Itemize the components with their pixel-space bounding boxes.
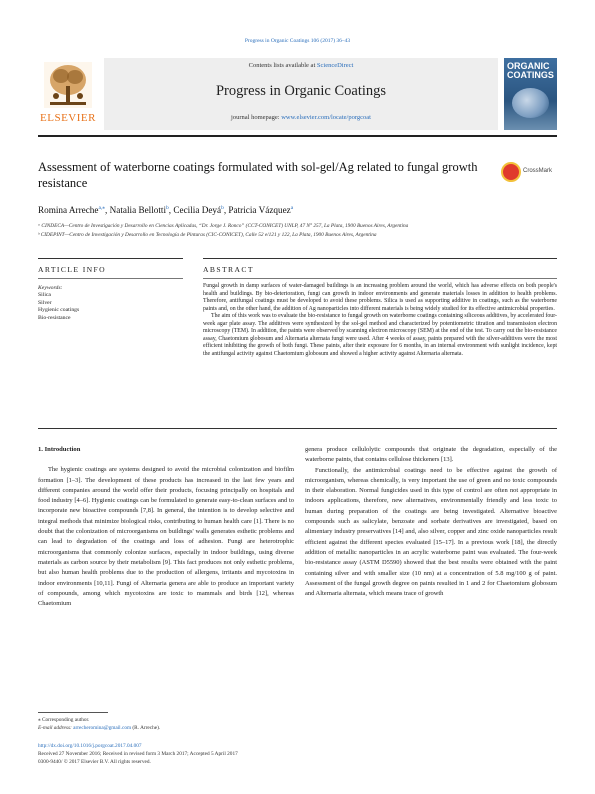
keywords-label: Keywords: [38, 285, 63, 291]
author-name[interactable]: Natalia Bellotti [109, 205, 167, 216]
article-info-heading: ARTICLE INFO [38, 265, 107, 274]
body-paragraph: Functionally, the antimicrobial coatings need to be effective against the growth of microorganism, whereas chemically, is very important the use of green and no toxic compounds in their elaboration. Normal fungicides used in this type of control are often not appropriate in indoors applications, therefore, new alternatives, environmentally friendly and less toxic to human during preparation of the coatings are being investigated. Alternative bioactive compounds such as salicylate, benzoate and sorbate derivatives are investigated, based on alimentary industry preservatives [14] and, also silver, copper and zinc oxide nanoparticles result efficient against the different species evaluated [15–17]. In a previous work [18], the directly addition of metallic nanoparticles in an acrylic waterborne paint was evaluated. The four-week bio-resistance assay (ASTM D5590) showed that the best results were obtained with the paint containing silver and with smaller size (10 nm) at a concentration of 5.8 mg/100 g of paint. Assessment of the fungal growth degree on paints resulted in 1 and 2 for Chaetomium globosum and Alternaria alternata, which means trace of growth [305, 466, 557, 598]
elsevier-wordmark: ELSEVIER [40, 112, 96, 124]
homepage-link[interactable]: www.elsevier.com/locate/porgcoat [281, 114, 371, 121]
journal-masthead [104, 58, 498, 130]
journal-title: Progress in Organic Coatings [215, 83, 387, 99]
received-dates: Received 27 November 2016; Received in revised form 3 March 2017; Accepted 5 April 2017 [38, 751, 238, 757]
crossmark-badge[interactable] [501, 162, 557, 184]
article-info-rule [38, 258, 183, 259]
cover-title-line1: ORGANIC [507, 61, 550, 71]
article-title: Assessment of waterborne coatings formulated with sol-gel/Ag related to fungal growth resistance [38, 160, 478, 190]
elsevier-tree-icon [44, 62, 92, 108]
crossmark-label: CrossMark [523, 168, 553, 174]
corresponding-author-note: ⁎ Corresponding author. [38, 717, 90, 723]
body-column-left [38, 445, 294, 609]
author-separator: , [105, 205, 110, 216]
author-name[interactable]: Patricia Vázquez [228, 205, 291, 216]
journal-homepage-line [104, 114, 498, 121]
abstract-paragraph-2: The aim of this work was to evaluate the bio-resistance to fungal growth on waterborne coatings containing siliceous additives, by accelerated four-week agar plate assay. The additives were synthesized by the sol-gel method and characterized by potentiometric titration and transmission electron microscopy (TEM). In addition, the paints were observed by scanning electron microscopy (SEM) at the end of the test. To carry out the bio-resistance assay, Chaetomium globosum and Alternaria alternata fungi were used. After 4 weeks of assay, paints prepared with the silver-additives were the most efficient inhibiting the growth of both fungi. These paints, after their exposure for 6 months, in an internal environment with sunlight incidence, kept the antifungal activity against Chaetomium globosum and showed a higher activity against Alternaria alternata. [203, 313, 557, 357]
abstract-heading: ABSTRACT [203, 265, 254, 274]
keyword-item: Hygienic coatings [38, 307, 80, 314]
email-line [38, 724, 338, 732]
contents-prefix: Contents lists available at [248, 62, 316, 69]
email-suffix: (R. Arreche). [132, 725, 161, 731]
body-paragraph: The hygienic coatings are systems designed to avoid the microbial colonization and biofilm formation [1–3]. The development of these products has increased in the last few years and different companies around the world offer their products, focusing principally on hospitals and food industry [4–6]. Hygienic coatings can be formulated to generate easy-to-clean surfaces and to incorporate new bioactive compounds [7,8]. In general, the intention is to develop selective and integral methods that minimize biological risks, contributing to human health care [1]. There is no doubt that the colonization of microorganisms on buildings' walls generates esthetic problems and can lead to degradation of the coatings and loss of adhesion. Fungi are heterotrophic microorganisms that commonly colonize surfaces, especially in indoor buildings, using diverse materials as carbon source by their metabolism [9]. This fact produces not only esthetic problems, but also human health problems due to the production of allergens, irritants and mycotoxins in indoor environments [10,11]. Fungi of Alternaria genera are able to produce an important variety of compounds, among which mycotoxins are toxic to mammals and birds [12], whereas Chaetomium [38, 466, 294, 608]
keyword-item: Silica [38, 292, 51, 299]
email-label: E-mail address: [38, 725, 72, 731]
footnote-rule [38, 712, 108, 713]
affiliation-b: ᵇ CIDEPINT—Centro de Investigación y Desarrollo en Tecnología de Pinturas (CIC-CONICET), Calle 52 e/121 y 122, La Plata, 1900 Buenos Aires, Argentina [38, 232, 377, 238]
abstract-paragraph-1: Fungal growth in damp surfaces of water-damaged buildings is an increasing problem around the world, which has adverse effects on both people's health and buildings. By bio-deterioration, fungi can growth in indoor environments and generate materials losses in addition to health problems. Therefore, antifungal coatings must be developed to avoid these problems. Silica is used as supporting additive in coatings, such as the waterborne paints and, on the other hand, the addition of Ag nanoparticles into different materials is being widely studied for its effective antimicrobial properties. [203, 283, 557, 312]
article-info-subrule [38, 278, 183, 279]
journal-reference[interactable]: Progress in Organic Coatings 106 (2017) 36–43 [244, 38, 351, 44]
email-link[interactable]: arrecheromina@gmail.com [73, 725, 132, 731]
keyword-item: Bio-resistance [38, 314, 71, 321]
body-paragraph: genera produce cellulolytic compounds that originate the degradation, especially of the waterborne paints, that contains cellulose thickeners [13]. [305, 446, 557, 464]
journal-cover-image[interactable] [504, 58, 557, 130]
footnote [38, 716, 338, 732]
author-name[interactable]: Cecilia Deyá [173, 205, 222, 216]
contents-available-line [104, 62, 498, 69]
author-affiliation-marker[interactable]: a,⁎ [98, 205, 106, 211]
affiliation-a: ᵃ CINDECA—Centro de Investigación y Desarrollo en Ciencias Aplicadas, “Dr. Jorge J. Ronco” (CCT-CONICET) UNLP, 47 N° 257, La Plata, 1900 Buenos Aires, Argentina [38, 223, 409, 229]
author-separator: , [168, 205, 174, 216]
abstract-body [203, 283, 557, 358]
cover-title-line2: COATINGS [507, 70, 554, 80]
cover-artwork [512, 88, 549, 118]
author-affiliation-marker[interactable]: a [290, 205, 294, 211]
doi-link[interactable]: http://dx.doi.org/10.1016/j.porgcoat.2017.04.007 [38, 743, 142, 749]
author-name[interactable]: Romina Arreche [38, 205, 99, 216]
author-list [38, 205, 557, 215]
doi-block [38, 742, 438, 766]
author-affiliation-marker[interactable]: b [221, 205, 224, 211]
elsevier-logo[interactable] [38, 60, 98, 128]
homepage-prefix: journal homepage: [231, 114, 280, 121]
abstract-subrule [203, 278, 557, 279]
abstract-rule [203, 258, 557, 259]
sciencedirect-link[interactable]: ScienceDirect [316, 62, 354, 69]
abstract-bottom-divider [38, 428, 557, 429]
crossmark-icon [501, 162, 521, 182]
section-heading-introduction: 1. Introduction [38, 446, 81, 453]
author-separator: , [223, 205, 229, 216]
header-divider [38, 135, 557, 137]
keyword-item: Silver [38, 299, 52, 306]
author-affiliation-marker[interactable]: b [166, 205, 169, 211]
copyright-line: 0300-9440/ © 2017 Elsevier B.V. All rights reserved. [38, 759, 151, 765]
body-column-right [305, 445, 557, 599]
keywords-block [38, 285, 183, 322]
